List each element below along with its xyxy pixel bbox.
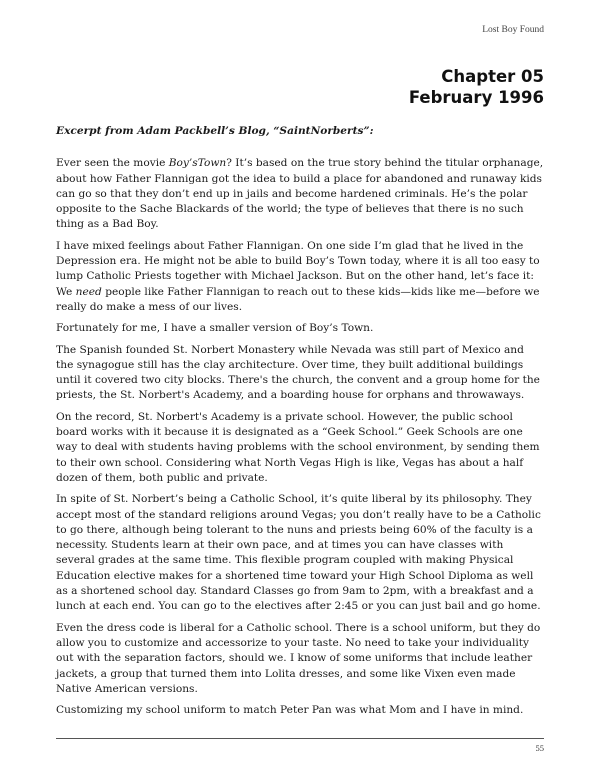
- paragraph-3: Fortunately for me, I have a smaller version of Boy’s Town.: [56, 322, 374, 335]
- emphasis-word: need: [75, 285, 102, 298]
- footer-divider: [56, 738, 544, 739]
- paragraph-6: In spite of St. Norbert’s being a Catholic School, it’s quite liberal by its philosophy. They accept most of the standard religions around Vegas; you don’t really have to be a Catholic to go there, although being tolerant to the nuns and priests being 60% of the faculty is a necessity. Students learn at their own pace, and at times you can have classes with several grades at the same time. This flexible program coupled with making Physical Education elective makes for a shortened time toward your High School Diploma as well as a shortened school day. Standard Classes go from 9am to 2pm, with a breakfast and a lunch at each end. You can go to the electives after 2:45 or you can just bail and go home.: [56, 493, 541, 613]
- page-number: 55: [535, 743, 544, 753]
- excerpt-heading: Excerpt from Adam Packbell’s Blog, “SaintNorberts”:: [56, 125, 374, 137]
- paragraph-1-text-b: ? It’s based on the true story behind the titular orphanage, about how Father Flannigan got the idea to build a place for abandoned and runaway kids can go so that they don’t end up in jails and become hardened criminals. He’s the polar opposite to the Sache Blackards of the world; the type of believes that there is no such thing as a Bad Boy.: [56, 157, 544, 231]
- paragraph-2: [56, 239, 544, 315]
- chapter-number: Chapter 05: [441, 67, 544, 86]
- chapter-heading: [409, 66, 544, 108]
- movie-title: Boy’sTown: [168, 157, 227, 170]
- paragraph-4: The Spanish founded St. Norbert Monastery while Nevada was still part of Mexico and the synagogue still has the clay architecture. Over time, they built additional buildings until it covered two city blocks. There's the church, the convent and a group home for the priests, the St. Norbert's Academy, and a boarding house for orphans and throwaways.: [56, 343, 540, 402]
- paragraph-8: Customizing my school uniform to match Peter Pan was what Mom and I have in mind.: [56, 704, 524, 717]
- paragraph-5: On the record, St. Norbert's Academy is a private school. However, the public school board works with it because it is designated as a “Geek School.” Geek Schools are one way to deal with students having problems with the school environment, by sending them to their own school. Considering what North Vegas High is like, Vegas has about a half dozen of them, both public and private.: [56, 410, 540, 484]
- chapter-date: February 1996: [408, 88, 544, 107]
- paragraph-1-text-a: Ever seen the movie: [56, 157, 169, 170]
- paragraph-1: [56, 156, 544, 232]
- running-header-title: Lost Boy Found: [482, 25, 544, 35]
- paragraph-7: Even the dress code is liberal for a Catholic school. There is a school uniform, but they do allow you to customize and accessorize to your taste. No need to take your individuality out with the separation factors, should we. I know of some uniforms that include leather jackets, a group that turned them into Lolita dresses, and some like Vixen even made Native American versions.: [56, 621, 541, 695]
- page-body: [56, 124, 544, 724]
- paragraph-2-text-b: people like Father Flannigan to reach out to these kids—kids like me—before we really do make a mess of our lives.: [56, 285, 540, 313]
- paragraph-2-text-a: I have mixed feelings about Father Flannigan. On one side I’m glad that he lived in the Depression era. He might not be able to build Boy’s Town today, where it is all too easy to lump Catholic Priests together with Michael Jackson. But on the other hand, let’s face it: We: [56, 239, 540, 298]
